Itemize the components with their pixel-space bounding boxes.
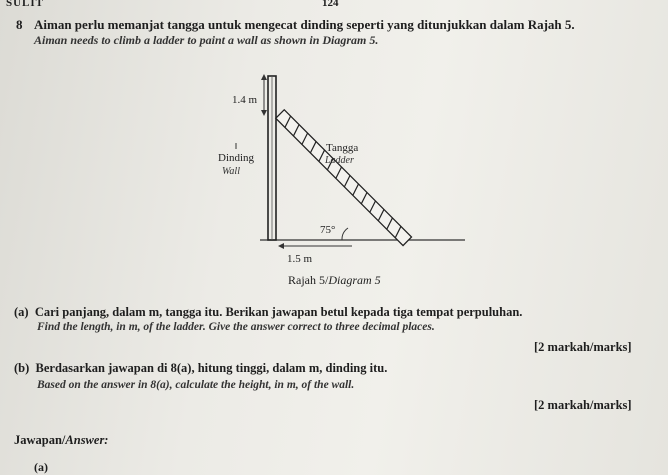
ladder-diagram	[140, 70, 480, 280]
part-a-text: Cari panjang, dalam m, tangga itu. Berikan jawapan betul kepada tiga tempat perpuluhan.	[34, 305, 523, 319]
part-b-label: (b)	[14, 361, 30, 375]
diagram-caption	[288, 273, 381, 288]
caption-malay: Rajah 5/	[288, 273, 329, 287]
angle-label: 75°	[320, 224, 336, 236]
question-number: 8	[16, 17, 23, 32]
ladder-label-malay: Tangga	[326, 142, 359, 154]
answer-part-a-label: (a)	[34, 460, 48, 474]
part-b-english: Based on the answer in 8(a), calculate the height, in m, of the wall.	[37, 379, 355, 391]
ladder-label-english: Ladder	[325, 155, 354, 166]
angle-arc	[342, 228, 348, 240]
part-a-marks: [2 markah/marks]	[534, 340, 632, 354]
ladder-shape	[276, 110, 412, 246]
answer-label-malay: Jawapan/	[14, 433, 66, 447]
part-b-malay	[14, 361, 387, 376]
wall-label-malay: Dinding	[218, 152, 255, 164]
answer-heading	[14, 433, 108, 448]
page-number: 124	[322, 0, 339, 9]
answer-label-english: Answer:	[65, 433, 109, 447]
question-text-malay: Aiman perlu memanjat tangga untuk mengecat dinding seperti yang ditunjukkan dalam Rajah 5.	[34, 17, 575, 32]
part-b-marks: [2 markah/marks]	[534, 398, 632, 412]
part-a-english: Find the length, in m, of the ladder. Give the answer correct to three decimal places.	[37, 321, 435, 333]
header-sulit: SULIT	[6, 0, 45, 9]
part-b-text: Berdasarkan jawapan di 8(a), hitung tinggi, dalam m, dinding itu.	[35, 361, 388, 375]
part-a-label: (a)	[14, 305, 29, 319]
top-width-label: 1.4 m	[232, 94, 258, 106]
question-text-english: Aiman needs to climb a ladder to paint a wall as shown in Diagram 5.	[34, 33, 379, 47]
part-a-malay	[14, 305, 522, 320]
wall-label-english: Wall	[222, 166, 240, 177]
caption-english: Diagram 5	[328, 273, 381, 287]
base-label: 1.5 m	[287, 253, 313, 265]
